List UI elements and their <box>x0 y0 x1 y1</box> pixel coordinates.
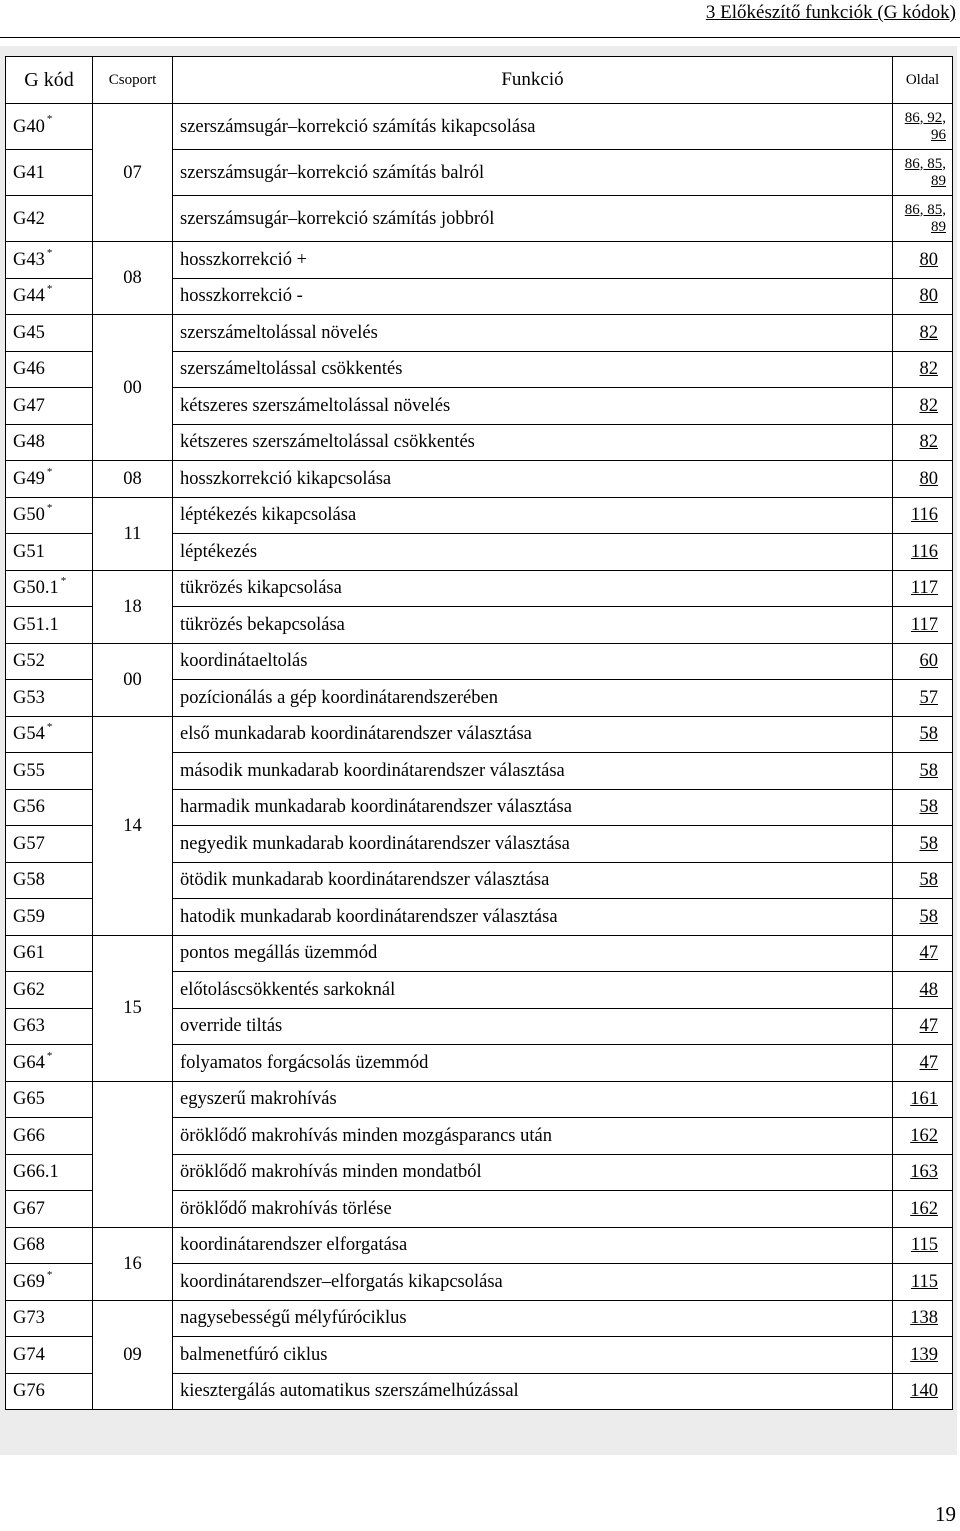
page-ref-cell <box>893 1008 953 1045</box>
page-ref-link[interactable]: 58 <box>919 906 938 927</box>
group-cell <box>93 1081 173 1227</box>
default-marker: * <box>46 721 53 734</box>
function-cell: léptékezés kikapcsolása <box>173 497 893 534</box>
function-cell: szerszámsugár–korrekció számítás jobbról <box>173 196 893 242</box>
page-ref-cell <box>893 1081 953 1118</box>
gcode-value: G41 <box>13 162 45 183</box>
group-cell: 07 <box>93 104 173 242</box>
page-ref-link[interactable]: 82 <box>919 395 938 416</box>
function-cell: pozícionálás a gép koordinátarendszerében <box>173 680 893 717</box>
table-row <box>6 570 953 607</box>
page-header <box>0 0 960 38</box>
gcode-value: G68 <box>13 1235 45 1256</box>
function-cell: szerszámsugár–korrekció számítás balról <box>173 150 893 196</box>
gcode-cell <box>6 196 93 242</box>
gcode-value: G76 <box>13 1381 45 1402</box>
page-ref-link[interactable]: 58 <box>919 724 938 745</box>
gcode-value: G53 <box>13 687 45 708</box>
function-cell: léptékezés <box>173 534 893 571</box>
page-ref-cell <box>893 789 953 826</box>
table-row <box>6 935 953 972</box>
header-page: Oldal <box>893 57 953 104</box>
gcode-cell <box>6 789 93 826</box>
header-group: Csoport <box>93 57 173 104</box>
function-cell: folyamatos forgácsolás üzemmód <box>173 1045 893 1082</box>
gcode-cell <box>6 315 93 352</box>
gcode-cell <box>6 1154 93 1191</box>
page-ref-cell <box>893 1118 953 1155</box>
gcode-cell <box>6 972 93 1009</box>
page-ref-link[interactable]: 116 <box>910 541 938 562</box>
gcode-cell <box>6 1227 93 1264</box>
page-ref-link[interactable]: 58 <box>919 760 938 781</box>
page-ref-link[interactable]: 138 <box>910 1308 938 1329</box>
page-ref-cell <box>893 1264 953 1301</box>
page-ref-link[interactable]: 82 <box>919 359 938 380</box>
gcode-value: G44 <box>13 286 45 307</box>
page-number: 19 <box>935 1502 956 1526</box>
function-cell: nagysebességű mélyfúróciklus <box>173 1300 893 1337</box>
function-cell: szerszámeltolással növelés <box>173 315 893 352</box>
page-ref-link[interactable]: 82 <box>919 432 938 453</box>
page-ref-link[interactable]: 117 <box>910 578 938 599</box>
default-marker: * <box>46 465 53 478</box>
gcode-table-frame <box>0 46 957 1455</box>
page-ref-link[interactable]: 86, 92, 96 <box>904 109 946 143</box>
default-marker: * <box>46 1049 53 1062</box>
gcode-cell <box>6 1264 93 1301</box>
function-cell: hosszkorrekció - <box>173 278 893 315</box>
gcode-value: G51.1 <box>13 614 59 635</box>
gcode-value: G74 <box>13 1344 45 1365</box>
gcode-value: G50.1 <box>13 578 59 599</box>
gcode-value: G40 <box>13 116 45 137</box>
function-cell: kiesztergálás automatikus szerszámelhúzással <box>173 1373 893 1410</box>
function-cell: koordinátarendszer–elforgatás kikapcsolása <box>173 1264 893 1301</box>
chapter-title: 3 Előkészítő funkciók (G kódok) <box>705 2 956 23</box>
function-cell: előtoláscsökkentés sarkoknál <box>173 972 893 1009</box>
gcode-value: G57 <box>13 833 45 854</box>
page-ref-cell <box>893 278 953 315</box>
page-ref-link[interactable]: 86, 85, 89 <box>904 155 946 189</box>
table-row <box>6 643 953 680</box>
page-ref-link[interactable]: 86, 85, 89 <box>904 201 946 235</box>
gcode-cell <box>6 1300 93 1337</box>
page-ref-link[interactable]: 139 <box>910 1344 938 1365</box>
gcode-cell <box>6 242 93 279</box>
page-ref-link[interactable]: 162 <box>910 1125 938 1146</box>
page-ref-link[interactable]: 47 <box>919 1052 938 1073</box>
page-ref-link[interactable]: 48 <box>919 979 938 1000</box>
function-cell: öröklődő makrohívás minden mozgásparancs után <box>173 1118 893 1155</box>
function-cell: tükrözés bekapcsolása <box>173 607 893 644</box>
page-ref-link[interactable]: 80 <box>919 249 938 270</box>
page-ref-cell <box>893 351 953 388</box>
default-marker: * <box>46 283 53 296</box>
page-ref-cell <box>893 680 953 717</box>
function-cell: első munkadarab koordinátarendszer választása <box>173 716 893 753</box>
page-ref-link[interactable]: 116 <box>910 505 938 526</box>
default-marker: * <box>46 502 53 515</box>
gcode-value: G64 <box>13 1052 45 1073</box>
page-ref-cell <box>893 424 953 461</box>
page-ref-link[interactable]: 162 <box>910 1198 938 1219</box>
group-cell: 09 <box>93 1300 173 1410</box>
gcode-value: G62 <box>13 979 45 1000</box>
table-row <box>6 497 953 534</box>
default-marker: * <box>60 575 67 588</box>
gcode-cell <box>6 1191 93 1228</box>
gcode-value: G52 <box>13 651 45 672</box>
function-cell: egyszerű makrohívás <box>173 1081 893 1118</box>
group-cell: 18 <box>93 570 173 643</box>
gcode-value: G63 <box>13 1016 45 1037</box>
page-ref-link[interactable]: 60 <box>919 651 938 672</box>
gcode-value: G66.1 <box>13 1162 59 1183</box>
function-cell: kétszeres szerszámeltolással növelés <box>173 388 893 425</box>
gcode-cell <box>6 351 93 388</box>
gcode-cell <box>6 1008 93 1045</box>
gcode-cell <box>6 680 93 717</box>
gcode-value: G69 <box>13 1271 45 1292</box>
page-ref-link[interactable]: 80 <box>919 286 938 307</box>
page-ref-link[interactable]: 161 <box>910 1089 938 1110</box>
table-row <box>6 1227 953 1264</box>
gcode-value: G47 <box>13 395 45 416</box>
gcode-cell <box>6 388 93 425</box>
gcode-value: G67 <box>13 1198 45 1219</box>
gcode-cell <box>6 497 93 534</box>
function-cell: pontos megállás üzemmód <box>173 935 893 972</box>
page-ref-link[interactable]: 80 <box>919 468 938 489</box>
table-row <box>6 1081 953 1118</box>
function-cell: ötödik munkadarab koordinátarendszer választása <box>173 862 893 899</box>
default-marker: * <box>46 113 53 126</box>
page-ref-cell <box>893 570 953 607</box>
gcode-table <box>5 56 953 1410</box>
gcode-cell <box>6 1373 93 1410</box>
function-cell: kétszeres szerszámeltolással csökkentés <box>173 424 893 461</box>
function-cell: szerszámsugár–korrekció számítás kikapcsolása <box>173 104 893 150</box>
group-cell: 15 <box>93 935 173 1081</box>
table-row <box>6 104 953 150</box>
group-cell: 11 <box>93 497 173 570</box>
page-ref-cell <box>893 315 953 352</box>
header-gcode: G kód <box>6 57 93 104</box>
page-ref-link[interactable]: 115 <box>910 1235 938 1256</box>
page-ref-cell <box>893 972 953 1009</box>
gcode-cell <box>6 862 93 899</box>
page-ref-link[interactable]: 47 <box>919 943 938 964</box>
page-ref-cell <box>893 242 953 279</box>
table-header-row <box>6 57 953 104</box>
page-ref-cell <box>893 1045 953 1082</box>
gcode-value: G61 <box>13 943 45 964</box>
gcode-cell <box>6 935 93 972</box>
gcode-value: G48 <box>13 432 45 453</box>
gcode-cell <box>6 1337 93 1374</box>
gcode-value: G59 <box>13 906 45 927</box>
gcode-value: G58 <box>13 870 45 891</box>
page-ref-cell <box>893 826 953 863</box>
gcode-value: G46 <box>13 359 45 380</box>
gcode-cell <box>6 534 93 571</box>
gcode-value: G54 <box>13 724 45 745</box>
page-ref-cell <box>893 534 953 571</box>
table-row <box>6 315 953 352</box>
gcode-value: G45 <box>13 322 45 343</box>
group-cell: 00 <box>93 315 173 461</box>
page-ref-link[interactable]: 57 <box>919 687 938 708</box>
page-ref-cell <box>893 935 953 972</box>
gcode-cell <box>6 1081 93 1118</box>
page-ref-link[interactable]: 82 <box>919 322 938 343</box>
table-body <box>6 104 953 1410</box>
gcode-value: G55 <box>13 760 45 781</box>
table-row <box>6 242 953 279</box>
page-ref-cell <box>893 497 953 534</box>
function-cell: hosszkorrekció kikapcsolása <box>173 461 893 498</box>
page-ref-cell <box>893 643 953 680</box>
gcode-cell <box>6 1045 93 1082</box>
gcode-value: G66 <box>13 1125 45 1146</box>
page-ref-cell <box>893 862 953 899</box>
gcode-cell <box>6 899 93 936</box>
gcode-cell <box>6 643 93 680</box>
default-marker: * <box>46 1268 53 1281</box>
gcode-cell <box>6 607 93 644</box>
gcode-value: G65 <box>13 1089 45 1110</box>
page-ref-cell <box>893 196 953 242</box>
function-cell: negyedik munkadarab koordinátarendszer választása <box>173 826 893 863</box>
gcode-value: G56 <box>13 797 45 818</box>
gcode-cell <box>6 826 93 863</box>
table-row <box>6 716 953 753</box>
gcode-cell <box>6 461 93 498</box>
gcode-value: G50 <box>13 505 45 526</box>
table-row <box>6 461 953 498</box>
page-ref-link[interactable]: 47 <box>919 1016 938 1037</box>
page-ref-cell <box>893 1227 953 1264</box>
table-row <box>6 1300 953 1337</box>
page-ref-cell <box>893 388 953 425</box>
group-cell: 16 <box>93 1227 173 1300</box>
page-ref-link[interactable]: 163 <box>910 1162 938 1183</box>
gcode-cell <box>6 104 93 150</box>
page-ref-cell <box>893 753 953 790</box>
function-cell: hosszkorrekció + <box>173 242 893 279</box>
gcode-cell <box>6 570 93 607</box>
gcode-cell <box>6 753 93 790</box>
gcode-value: G42 <box>13 208 45 229</box>
page-ref-cell <box>893 607 953 644</box>
function-cell: hatodik munkadarab koordinátarendszer választása <box>173 899 893 936</box>
page-ref-cell <box>893 899 953 936</box>
default-marker: * <box>46 246 53 259</box>
page-ref-link[interactable]: 58 <box>919 833 938 854</box>
gcode-cell <box>6 1118 93 1155</box>
gcode-value: G73 <box>13 1308 45 1329</box>
function-cell: override tiltás <box>173 1008 893 1045</box>
group-cell: 08 <box>93 461 173 498</box>
function-cell: öröklődő makrohívás minden mondatból <box>173 1154 893 1191</box>
page-ref-cell <box>893 150 953 196</box>
page-ref-cell <box>893 104 953 150</box>
function-cell: harmadik munkadarab koordinátarendszer választása <box>173 789 893 826</box>
page-ref-link[interactable]: 140 <box>910 1381 938 1402</box>
function-cell: tükrözés kikapcsolása <box>173 570 893 607</box>
function-cell: balmenetfúró ciklus <box>173 1337 893 1374</box>
group-cell: 08 <box>93 242 173 315</box>
function-cell: második munkadarab koordinátarendszer választása <box>173 753 893 790</box>
gcode-value: G49 <box>13 468 45 489</box>
page-ref-cell <box>893 461 953 498</box>
group-cell: 00 <box>93 643 173 716</box>
page-ref-link[interactable]: 115 <box>910 1271 938 1292</box>
gcode-value: G51 <box>13 541 45 562</box>
function-cell: koordinátaeltolás <box>173 643 893 680</box>
page-ref-cell <box>893 1191 953 1228</box>
function-cell: koordinátarendszer elforgatása <box>173 1227 893 1264</box>
group-cell: 14 <box>93 716 173 935</box>
page-ref-cell <box>893 716 953 753</box>
gcode-cell <box>6 150 93 196</box>
gcode-cell <box>6 424 93 461</box>
page-ref-link[interactable]: 58 <box>919 797 938 818</box>
page-ref-link[interactable]: 58 <box>919 870 938 891</box>
page-ref-cell <box>893 1154 953 1191</box>
function-cell: szerszámeltolással csökkentés <box>173 351 893 388</box>
page-ref-cell <box>893 1300 953 1337</box>
header-function: Funkció <box>173 57 893 104</box>
page-ref-cell <box>893 1373 953 1410</box>
gcode-cell <box>6 716 93 753</box>
page-ref-link[interactable]: 117 <box>910 614 938 635</box>
function-cell: öröklődő makrohívás törlése <box>173 1191 893 1228</box>
gcode-cell <box>6 278 93 315</box>
gcode-value: G43 <box>13 249 45 270</box>
page-ref-cell <box>893 1337 953 1374</box>
